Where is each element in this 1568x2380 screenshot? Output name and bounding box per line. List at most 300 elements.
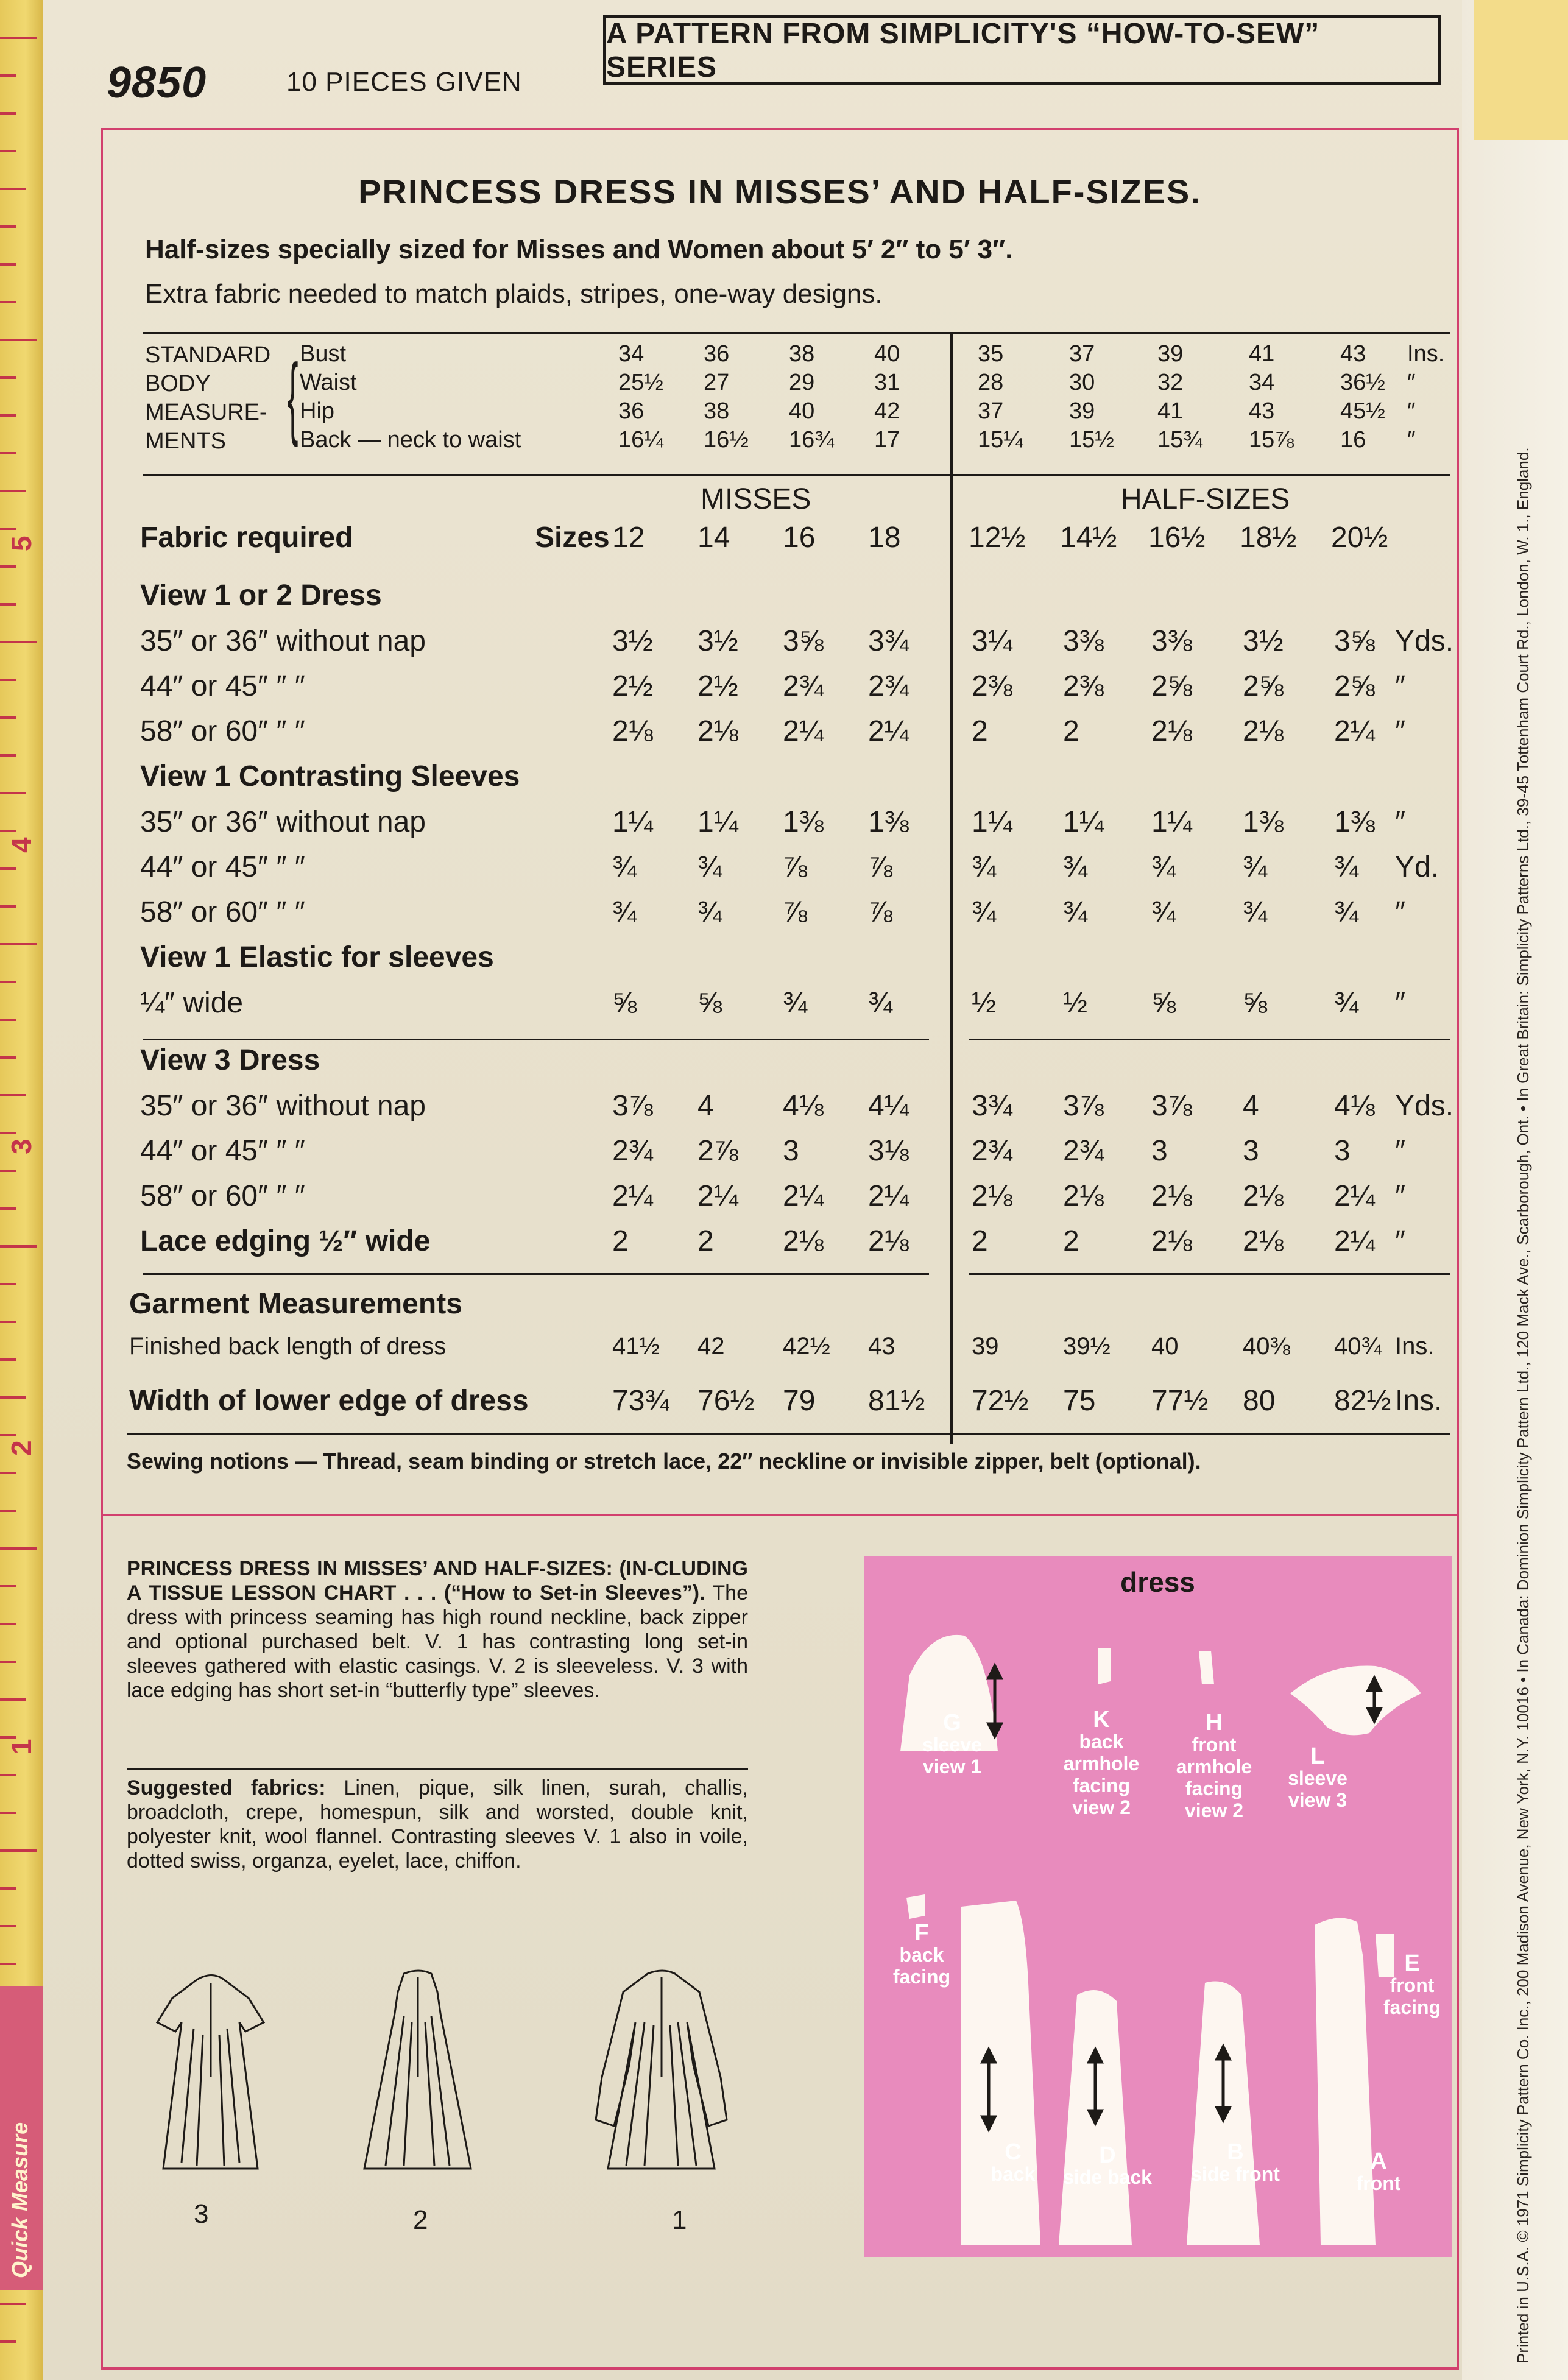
fabric-unit: ″ — [1395, 1180, 1405, 1212]
pieces-given: 10 PIECES GIVEN — [286, 67, 522, 97]
fabric-value: 2 — [972, 1225, 988, 1257]
piece-label-f — [870, 1922, 973, 1988]
view-number-2: 2 — [413, 2205, 428, 2235]
measurement-value: 16¼ — [618, 427, 663, 453]
fabric-value: 3⅞ — [1151, 1090, 1192, 1122]
tape-tick — [0, 679, 16, 681]
half-size: 12½ — [969, 521, 1026, 554]
pieces-chart-title: dress — [1120, 1566, 1195, 1598]
piece-l-shape — [1290, 1666, 1421, 1736]
garment-value: 80 — [1243, 1385, 1276, 1417]
tape-tick — [0, 754, 16, 757]
tape-tick — [0, 188, 26, 190]
tape-tick — [0, 112, 16, 115]
measurement-value: 43 — [1249, 398, 1275, 424]
fabric-value: 3½ — [697, 625, 738, 657]
fabric-value: 3⅜ — [1063, 625, 1104, 657]
tape-tick — [0, 1774, 16, 1776]
fabric-value: 4⅛ — [783, 1090, 824, 1122]
piece-label-b — [1184, 2141, 1287, 2185]
subtitle: Half-sizes specially sized for Misses and Women about 5′ 2″ to 5′ 3″. — [145, 235, 1013, 264]
fabric-value: 2⅝ — [1243, 670, 1284, 702]
tape-tick — [0, 1963, 16, 1965]
fabric-unit: Yds. — [1395, 625, 1454, 657]
fabric-value: ⅝ — [1151, 987, 1176, 1019]
piece-name: side front — [1191, 2163, 1280, 2185]
garment-value: 42 — [697, 1333, 725, 1360]
description-lead: PRINCESS DRESS IN MISSES’ AND HALF-SIZES: (IN-CLUDING A TISSUE LESSON CHART . . . (“How to Set-in Sleeves”). — [127, 1557, 748, 1605]
tape-tick — [0, 1547, 37, 1550]
fabric-value: ⅝ — [612, 987, 637, 1019]
measurements-label-line: MENTS — [145, 428, 226, 454]
misses-size: 18 — [868, 521, 901, 554]
fabric-value: ¾ — [1243, 896, 1268, 928]
view-number-1: 1 — [672, 2205, 687, 2235]
fabric-value: 2⅛ — [1243, 715, 1284, 747]
garment-value: 77½ — [1151, 1385, 1209, 1417]
fabric-value: ¾ — [1243, 851, 1268, 883]
fabric-unit: ″ — [1395, 806, 1405, 838]
measurement-value: 31 — [874, 370, 900, 395]
fabric-value: 2¾ — [783, 670, 824, 702]
measurement-value: 38 — [789, 341, 815, 367]
fabric-value: 2⅛ — [1151, 1225, 1192, 1257]
fabric-row-label: Lace edging ½″ wide — [140, 1225, 431, 1257]
measurement-value: 16¾ — [789, 427, 834, 453]
fabric-value: 2¼ — [1334, 715, 1375, 747]
fabric-value: 2⅝ — [1151, 670, 1192, 702]
measurement-value: 36½ — [1340, 370, 1385, 395]
tape-tick — [0, 1434, 16, 1436]
tape-tick — [0, 1283, 16, 1285]
tape-tick — [0, 74, 16, 77]
garment-value: 76½ — [697, 1385, 755, 1417]
fabric-value: ¾ — [1334, 987, 1359, 1019]
measurement-value: 39 — [1157, 341, 1184, 367]
tape-tick — [0, 1698, 26, 1701]
piece-h-shape — [1199, 1651, 1214, 1684]
measurement-value: 37 — [978, 398, 1004, 424]
measurement-value: 42 — [874, 398, 900, 424]
garment-value: 39½ — [1063, 1333, 1111, 1360]
piece-letter: K — [1093, 1707, 1110, 1732]
view-number-3: 3 — [194, 2199, 209, 2229]
fabric-value: 2¼ — [1334, 1225, 1375, 1257]
measurement-value: 36 — [618, 398, 645, 424]
piece-label-c — [961, 2141, 1065, 2185]
piece-letter: A — [1370, 2149, 1387, 2174]
tape-tick — [0, 603, 16, 606]
rule-measurements — [143, 474, 1450, 476]
piece-label-l — [1266, 1745, 1369, 1811]
tape-tick — [0, 1245, 37, 1248]
tape-tick — [0, 1132, 16, 1134]
piece-letter: L — [1310, 1743, 1325, 1769]
fabric-value: 2 — [612, 1225, 629, 1257]
fabric-value: 2 — [972, 715, 988, 747]
half-size: 16½ — [1148, 521, 1206, 554]
suggested-fabrics — [127, 1776, 748, 1873]
fabric-value: 3⅞ — [612, 1090, 653, 1122]
fabric-row-label: 35″ or 36″ without nap — [140, 1090, 426, 1122]
fabric-value: 1¼ — [1063, 806, 1104, 838]
section-title: View 1 Contrasting Sleeves — [140, 760, 520, 793]
fabric-value: 1⅜ — [783, 806, 824, 838]
tape-tick — [0, 490, 26, 492]
fabric-unit: Yds. — [1395, 1090, 1454, 1122]
fabric-value: ¾ — [868, 987, 893, 1019]
fabric-value: 1¼ — [972, 806, 1012, 838]
garment-value: 73¾ — [612, 1385, 669, 1417]
garment-title: Garment Measurements — [129, 1288, 462, 1320]
piece-label-k — [1050, 1709, 1153, 1818]
fabric-value: 2¾ — [1063, 1135, 1104, 1167]
fabric-value: ⅞ — [868, 896, 893, 928]
fabrics-body: Linen, pique, silk linen, surah, challis, broadcloth, crepe, homespun, silk and worsted, double knit, polyester knit, wool flannel. Contrasting sleeves V. 1 also in voile, dotted swiss, organza, eyelet, lace, chiffon. — [127, 1776, 748, 1873]
tape-tick — [0, 1170, 16, 1172]
half-sizes-header: HALF-SIZES — [1121, 483, 1290, 515]
measurement-name: Waist — [300, 370, 357, 395]
piece-name: front armhole facing view 2 — [1176, 1734, 1252, 1821]
garment-row-label: Finished back length of dress — [129, 1333, 447, 1360]
fabric-value: 2¾ — [612, 1135, 653, 1167]
fabric-value: ⅝ — [1243, 987, 1268, 1019]
fabric-value: ¾ — [1334, 851, 1359, 883]
fabric-value: 2⅛ — [1063, 1180, 1104, 1212]
fabric-value: 3 — [783, 1135, 799, 1167]
tape-tick — [0, 1094, 26, 1096]
fabric-value: ¾ — [1334, 896, 1359, 928]
fabric-value: 3½ — [612, 625, 653, 657]
fabric-value: ¾ — [1063, 896, 1088, 928]
measurement-unit: Ins. — [1407, 341, 1445, 367]
fabric-value: 2½ — [697, 670, 738, 702]
notions-text: Sewing notions — Thread, seam binding or stretch lace, 22″ neckline or invisible zipper, belt (optional). — [127, 1449, 1201, 1474]
measurements-label-line: STANDARD — [145, 342, 271, 368]
tape-tick — [0, 905, 16, 908]
tape-tick — [0, 1019, 16, 1021]
tape-tick — [0, 339, 37, 341]
piece-label-h — [1162, 1712, 1266, 1821]
tape-number: 3 — [5, 1139, 37, 1154]
measurement-value: 43 — [1340, 341, 1366, 367]
measurements-brace: { — [288, 345, 298, 447]
garment-unit: Ins. — [1395, 1385, 1443, 1417]
fabric-value: 2⅛ — [1243, 1225, 1284, 1257]
fabric-value: 2¼ — [868, 715, 909, 747]
measurement-unit: ″ — [1407, 370, 1416, 395]
fabric-value: 2⅛ — [972, 1180, 1012, 1212]
piece-name: front facing — [1383, 1974, 1441, 2018]
tape-tick — [0, 867, 16, 870]
fabric-value: 2¼ — [1334, 1180, 1375, 1212]
piece-letter: F — [914, 1920, 929, 1946]
fabric-unit: ″ — [1395, 1135, 1405, 1167]
fabric-value: 1¼ — [612, 806, 653, 838]
tape-tick — [0, 641, 37, 643]
tape-tick — [0, 452, 16, 454]
tape-tick — [0, 830, 16, 832]
measurement-value: 15¼ — [978, 427, 1023, 453]
piece-letter: E — [1404, 1951, 1420, 1976]
tape-tick — [0, 301, 16, 303]
tape-tick — [0, 1321, 16, 1323]
tape-tick — [0, 792, 26, 794]
fabric-value: 4 — [1243, 1090, 1259, 1122]
fabric-value: ¾ — [783, 987, 808, 1019]
fabric-value: 3¼ — [972, 625, 1012, 657]
tape-tick — [0, 1887, 16, 1890]
fabric-value: 2¾ — [868, 670, 909, 702]
measurement-value: 15⅞ — [1249, 427, 1294, 453]
piece-name: sleeve view 1 — [922, 1734, 982, 1778]
page-title: PRINCESS DRESS IN MISSES’ AND HALF-SIZES. — [358, 172, 1201, 211]
fabrics-lead: Suggested fabrics: — [127, 1776, 326, 1799]
fabric-value: ¾ — [697, 896, 722, 928]
fabric-value: ¾ — [972, 851, 997, 883]
garment-value: 40¾ — [1334, 1333, 1382, 1360]
rule-view3 — [143, 1039, 929, 1040]
rule-garment — [143, 1273, 929, 1275]
fabric-value: 3 — [1151, 1135, 1168, 1167]
fabric-value: 2¼ — [697, 1180, 738, 1212]
fabric-value: 3¾ — [972, 1090, 1012, 1122]
fabric-value: 2⅛ — [1243, 1180, 1284, 1212]
tape-number: 1 — [5, 1739, 37, 1754]
measurement-value: 25½ — [618, 370, 663, 395]
piece-label-a — [1327, 2150, 1430, 2194]
garment-value: 41½ — [612, 1333, 660, 1360]
garment-value: 40 — [1151, 1333, 1179, 1360]
measurement-value: 41 — [1157, 398, 1184, 424]
fabric-value: 2⅛ — [868, 1225, 909, 1257]
fabric-value: 2⅞ — [697, 1135, 738, 1167]
tape-tick — [0, 1396, 26, 1399]
measurement-value: 40 — [789, 398, 815, 424]
misses-header: MISSES — [701, 483, 811, 515]
measurement-value: 34 — [1249, 370, 1275, 395]
fabric-value: 1⅜ — [1334, 806, 1375, 838]
fabric-value: 3⅝ — [783, 625, 824, 657]
fabric-value: 2¼ — [612, 1180, 653, 1212]
tape-tick — [0, 376, 16, 379]
fabric-value: 3⅝ — [1334, 625, 1375, 657]
fabric-value: 2⅛ — [1151, 715, 1192, 747]
measurement-value: 41 — [1249, 341, 1275, 367]
fabric-row-label: 44″ or 45″ ″ ″ — [140, 1135, 305, 1167]
measurement-unit: ″ — [1407, 427, 1416, 453]
piece-name: side back — [1063, 2166, 1152, 2188]
fabric-value: 2¼ — [783, 1180, 824, 1212]
pattern-pieces-chart — [864, 1556, 1452, 2257]
measurement-name: Bust — [300, 341, 347, 367]
fabric-row-label: 44″ or 45″ ″ ″ — [140, 851, 305, 883]
garment-value: 43 — [868, 1333, 895, 1360]
garment-value: 75 — [1063, 1385, 1096, 1417]
tape-tick — [0, 716, 16, 719]
tape-tick — [0, 1849, 37, 1852]
fabric-row-label: 35″ or 36″ without nap — [140, 806, 426, 838]
fabric-value: 1⅜ — [1243, 806, 1284, 838]
fabric-row-label: 44″ or 45″ ″ ″ — [140, 670, 305, 702]
fabric-value: 4⅛ — [1334, 1090, 1375, 1122]
tape-tick — [0, 150, 16, 152]
fabric-row-label: ¼″ wide — [140, 987, 244, 1019]
rule-garment-half — [969, 1273, 1450, 1275]
fabric-value: 2¾ — [972, 1135, 1012, 1167]
garment-value: 81½ — [868, 1385, 925, 1417]
fabric-value: 1⅜ — [868, 806, 909, 838]
measurement-value: 40 — [874, 341, 900, 367]
garment-value: 72½ — [972, 1385, 1029, 1417]
fabric-value: 2⅜ — [1063, 670, 1104, 702]
tape-tick — [0, 414, 16, 417]
tape-tick — [0, 1623, 16, 1625]
series-banner: A PATTERN FROM SIMPLICITY'S “HOW-TO-SEW” SERIES — [603, 15, 1441, 85]
measurement-value: 39 — [1069, 398, 1095, 424]
fabric-value: 2 — [1063, 715, 1079, 747]
measurement-name: Back — neck to waist — [300, 427, 521, 453]
measurement-value: 36 — [704, 341, 730, 367]
column-divider — [950, 332, 953, 1444]
fabric-value: ⅞ — [868, 851, 893, 883]
fabric-value: ¾ — [972, 896, 997, 928]
measurement-value: 16 — [1340, 427, 1366, 453]
fabric-value: 3⅜ — [1151, 625, 1192, 657]
piece-name: back facing — [892, 1944, 951, 1988]
measurement-value: 30 — [1069, 370, 1095, 395]
garment-value: 82½ — [1334, 1385, 1391, 1417]
misses-size: 14 — [697, 521, 730, 554]
fabric-value: ¾ — [1151, 896, 1176, 928]
tape-brand-badge — [0, 1986, 43, 2290]
piece-letter: C — [1005, 2139, 1022, 2165]
fabric-value: ¾ — [1151, 851, 1176, 883]
fabric-value: 2¼ — [783, 715, 824, 747]
description — [127, 1556, 748, 1703]
fabric-value: 3 — [1243, 1135, 1259, 1167]
piece-name: sleeve view 3 — [1288, 1767, 1347, 1811]
fabric-unit: ″ — [1395, 715, 1405, 747]
tape-number: 4 — [5, 837, 37, 853]
fabric-value: ½ — [1063, 987, 1088, 1019]
measurements-label-line: MEASURE- — [145, 400, 267, 425]
garment-unit: Ins. — [1395, 1333, 1435, 1360]
rule-bottom — [127, 1433, 1450, 1435]
garment-value: 39 — [972, 1333, 999, 1360]
tape-tick — [0, 1585, 16, 1587]
fabric-value: ⅝ — [697, 987, 722, 1019]
measurement-value: 37 — [1069, 341, 1095, 367]
fabric-value: 2 — [1063, 1225, 1079, 1257]
tape-tick — [0, 565, 16, 568]
fabric-value: 2⅛ — [783, 1225, 824, 1257]
garment-value: 40⅜ — [1243, 1333, 1290, 1360]
fabric-value: ⅞ — [783, 896, 808, 928]
garment-row-label: Width of lower edge of dress — [129, 1385, 529, 1417]
measurement-value: 16½ — [704, 427, 749, 453]
tape-tick — [0, 2303, 26, 2305]
pattern-number: 9850 — [107, 58, 207, 107]
piece-letter: D — [1099, 2142, 1116, 2168]
rule-top — [143, 332, 1450, 334]
piece-letter: G — [943, 1710, 961, 1736]
measurement-value: 28 — [978, 370, 1004, 395]
half-size: 20½ — [1331, 521, 1388, 554]
fabric-unit: ″ — [1395, 670, 1405, 702]
fabric-value: ¾ — [612, 851, 637, 883]
fabric-required-label: Fabric required — [140, 521, 353, 554]
fabric-value: 2⅛ — [697, 715, 738, 747]
piece-label-e — [1360, 1952, 1464, 2018]
fabric-value: ¾ — [1063, 851, 1088, 883]
tape-brand: Quick Measure — [7, 2122, 32, 2278]
sizes-label: Sizes — [535, 521, 610, 554]
measurement-value: 38 — [704, 398, 730, 424]
tape-tab — [1474, 0, 1568, 140]
fabric-value: ⅞ — [783, 851, 808, 883]
measurements-label-line: BODY — [145, 371, 211, 397]
rule-view3-half — [969, 1039, 1450, 1040]
piece-name: front — [1356, 2172, 1401, 2194]
measurement-value: 15½ — [1069, 427, 1114, 453]
piece-f-shape — [906, 1894, 925, 1919]
fabric-value: 3 — [1334, 1135, 1351, 1167]
description-rule — [127, 1768, 748, 1770]
measurement-value: 34 — [618, 341, 645, 367]
tape-tick — [0, 2340, 16, 2343]
tape-tick — [0, 981, 16, 983]
fabric-value: 2⅛ — [1151, 1180, 1192, 1212]
tape-tick — [0, 225, 16, 228]
fabric-value: 4 — [697, 1090, 714, 1122]
misses-size: 12 — [612, 521, 645, 554]
fabric-value: ¾ — [697, 851, 722, 883]
fabric-row-label: 58″ or 60″ ″ ″ — [140, 896, 305, 928]
tape-tick — [0, 1056, 16, 1059]
tape-tick — [0, 37, 37, 39]
extra-fabric-note: Extra fabric needed to match plaids, stripes, one-way designs. — [145, 279, 883, 309]
tape-tick — [0, 1472, 16, 1474]
fabric-value: 2⅛ — [612, 715, 653, 747]
fabric-value: 2⅜ — [972, 670, 1012, 702]
fabric-value: 4¼ — [868, 1090, 909, 1122]
fabric-unit: ″ — [1395, 896, 1405, 928]
fabric-value: 2¼ — [868, 1180, 909, 1212]
fabric-row-label: 58″ or 60″ ″ ″ — [140, 1180, 305, 1212]
tape-tick — [0, 1925, 16, 1927]
tape-number: 2 — [5, 1440, 37, 1456]
half-size: 18½ — [1240, 521, 1297, 554]
piece-label-d — [1056, 2144, 1159, 2188]
fabric-unit: ″ — [1395, 1225, 1405, 1257]
section-title: View 3 Dress — [140, 1044, 320, 1076]
fabric-value: 3⅞ — [1063, 1090, 1104, 1122]
garment-value: 79 — [783, 1385, 816, 1417]
piece-name: back armhole facing view 2 — [1063, 1731, 1140, 1818]
tape-tick — [0, 1358, 16, 1361]
piece-letter: H — [1206, 1710, 1223, 1736]
sewing-notions — [127, 1449, 1201, 1474]
fabric-value: ¾ — [612, 896, 637, 928]
fabric-unit: ″ — [1395, 987, 1405, 1019]
fabric-value: 3½ — [1243, 625, 1284, 657]
fabric-value: 2 — [697, 1225, 714, 1257]
tape-tick — [0, 1812, 16, 1814]
tape-number: 5 — [5, 535, 37, 551]
tape-tick — [0, 1510, 16, 1512]
section-title: View 1 or 2 Dress — [140, 579, 382, 612]
